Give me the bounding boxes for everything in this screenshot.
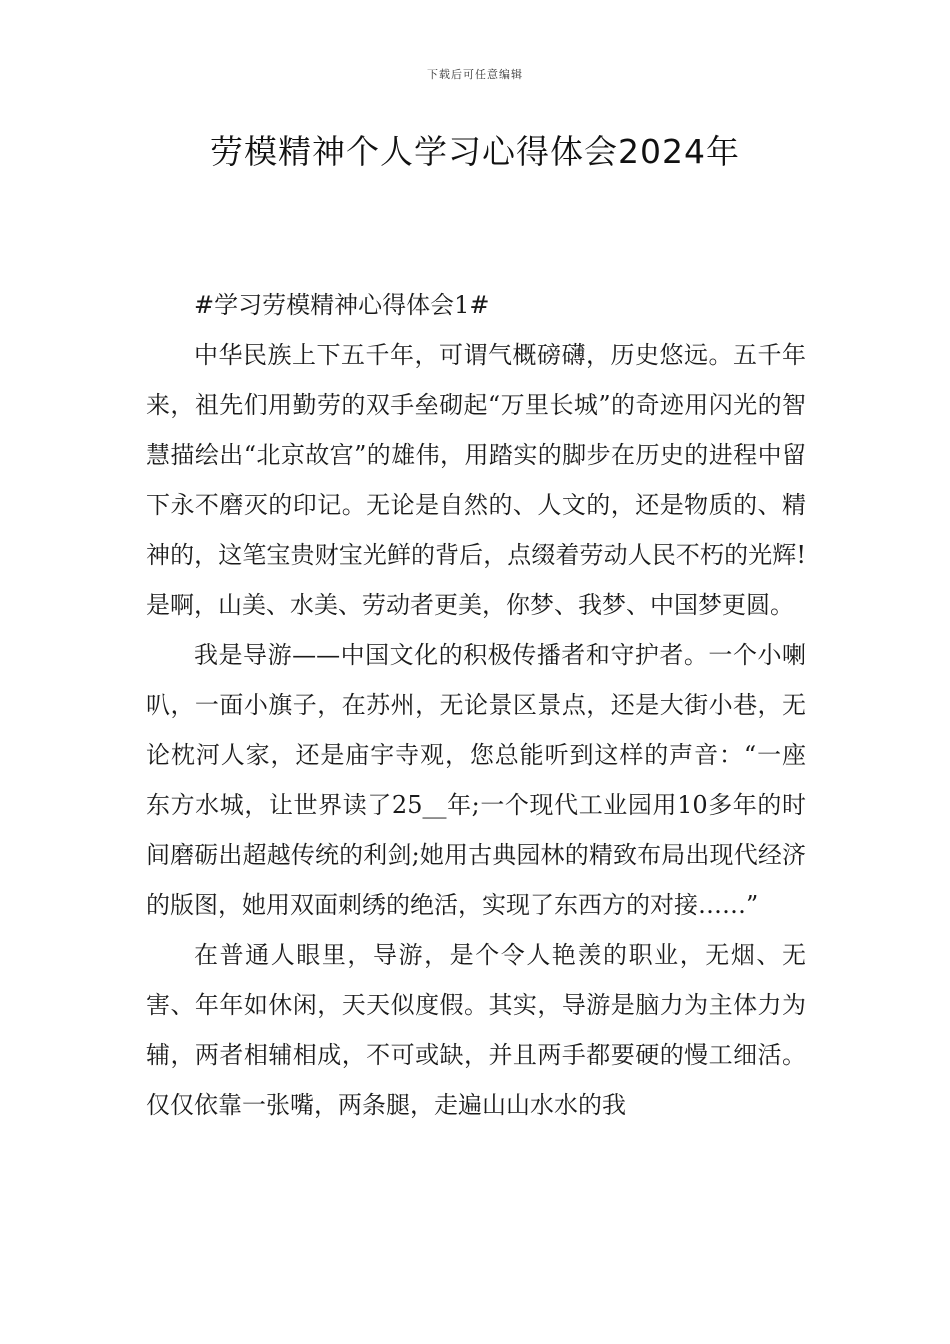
paragraph: 我是导游——中国文化的积极传播者和守护者。一个小喇叭，一面小旗子，在苏州，无论景区景点，还是大街小巷，无论枕河人家，还是庙宇寺观，您总能听到这样的声音：“一座东方水城，让世界读了25__年;一个现代工业园用10多年的时间磨砺出超越传统的利剑;她用古典园林的精致布局出现代经济的版图，她用双面刺绣的绝活，实现了东西方的对接……” <box>146 641 806 919</box>
paragraph: 中华民族上下五千年，可谓气概磅礴，历史悠远。五千年来，祖先们用勤劳的双手垒砌起“万里长城”的奇迹用闪光的智慧描绘出“北京故宫”的雄伟，用踏实的脚步在历史的进程中留下永不磨灭的印记。无论是自然的、人文的，还是物质的、精神的，这笔宝贵财宝光鲜的背后，点缀着劳动人民不朽的光辉!是啊，山美、水美、劳动者更美，你梦、我梦、中国梦更圆。 <box>146 341 806 619</box>
paragraph: 在普通人眼里，导游，是个令人艳羡的职业，无烟、无害、年年如休闲，天天似度假。其实，导游是脑力为主体力为辅，两者相辅相成，不可或缺，并且两手都要硬的慢工细活。仅仅依靠一张嘴，两条腿，走遍山山水水的我 <box>146 941 806 1119</box>
document-body <box>146 280 806 1130</box>
header-note: 下载后可任意编辑 <box>427 68 523 81</box>
document-title: 劳模精神个人学习心得体会2024年 <box>210 132 740 171</box>
section-heading: #学习劳模精神心得体会1# <box>194 291 490 319</box>
